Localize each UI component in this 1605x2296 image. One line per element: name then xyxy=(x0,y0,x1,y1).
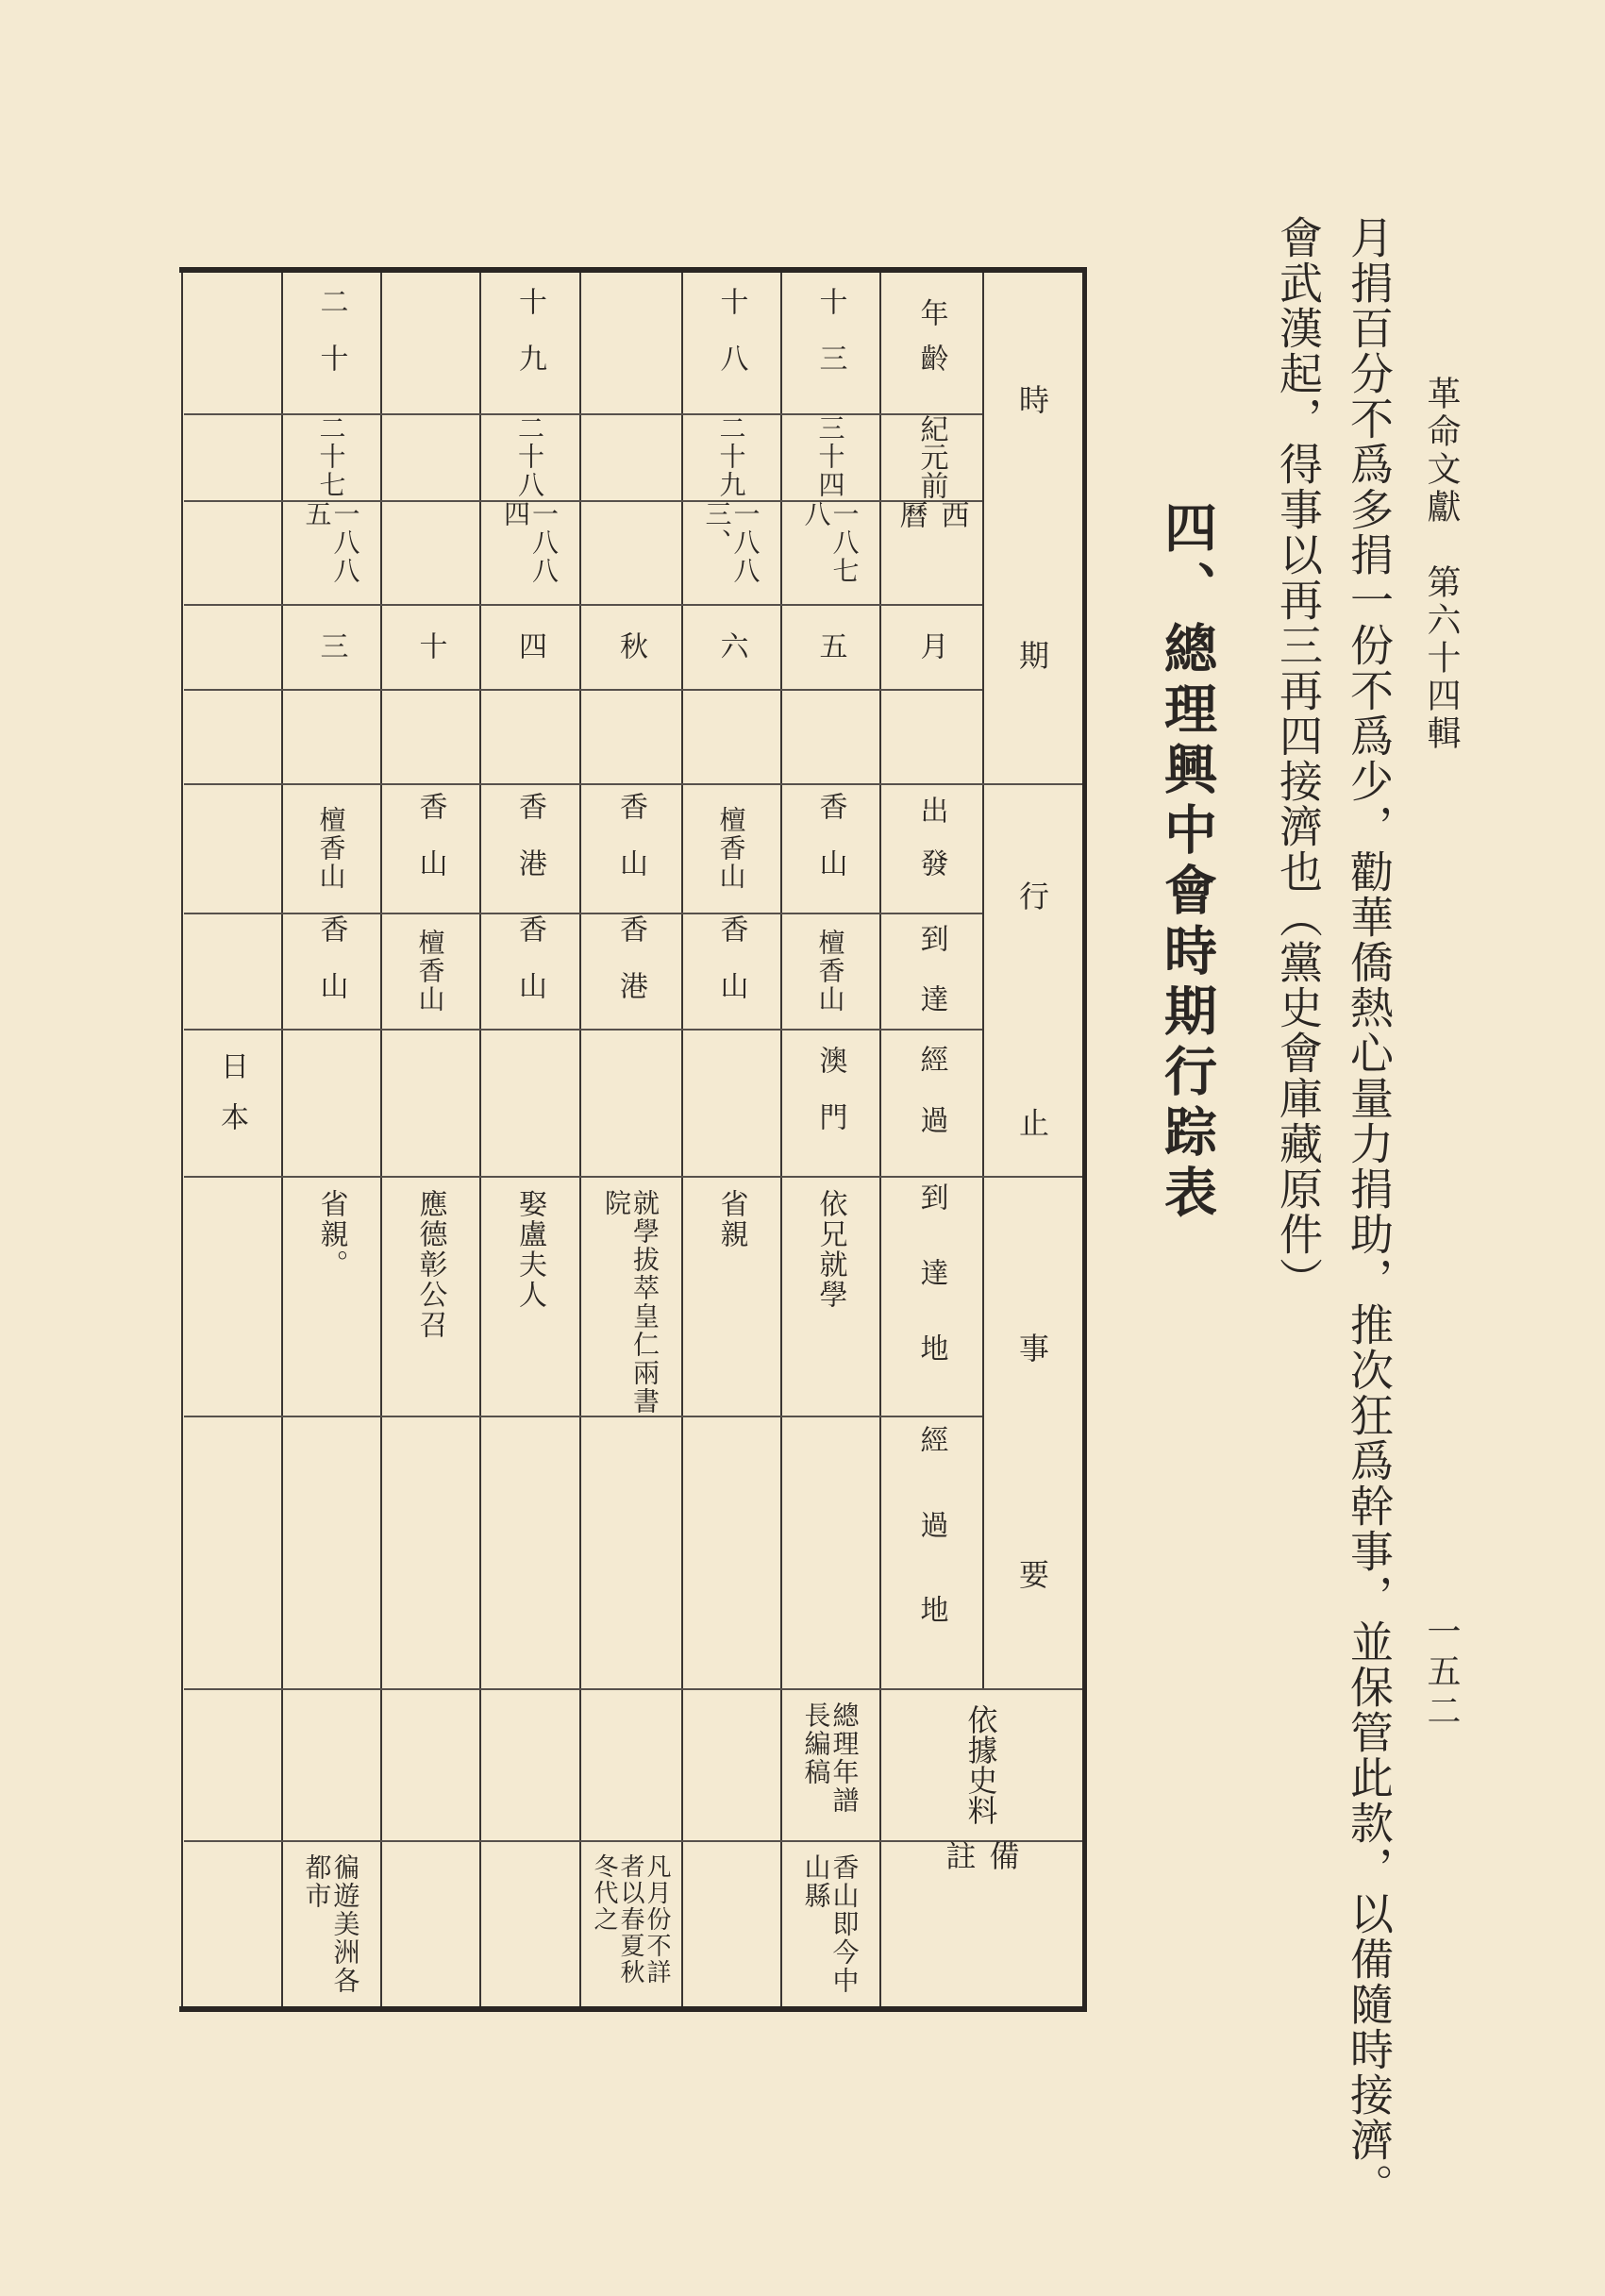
col0-age: 十三 xyxy=(813,286,847,400)
body-text-line-1: 月捐百分不爲多捐一份不爲少，勸華僑熱心量力捐助，推次狂爲幹事，並保管此款，以備隨時接濟。 xyxy=(1344,215,1395,2208)
col3-month: 四 xyxy=(513,631,546,662)
col1-arrival-place xyxy=(681,1029,780,1176)
col4-arrival-transit: 檀香山 xyxy=(414,928,446,1014)
header-period-char-2: 期 xyxy=(1014,639,1050,672)
col2-month: 秋 xyxy=(614,631,647,662)
col5-age: 二十 xyxy=(314,286,348,400)
body-text-line-2: 會武漢起，得事以再三再四接濟也（黨史會庫藏原件） xyxy=(1273,215,1324,1302)
col0-departure: 香山 xyxy=(813,791,847,905)
column-divider xyxy=(380,273,382,2006)
col2-arrival-transit: 香港 xyxy=(614,913,647,1028)
header-itinerary-char-3: 事 xyxy=(1014,1332,1050,1366)
page-number: 一五二 xyxy=(1422,1614,1461,1733)
row-divider xyxy=(184,689,982,691)
col1-western-year: 一八八三、 xyxy=(701,500,761,585)
col0-pre-era: 三十四 xyxy=(814,414,846,499)
col5-departure: 檀香山 xyxy=(315,805,347,891)
field-header-arrival-transit: 到達經過 xyxy=(914,923,948,1165)
col1-month: 六 xyxy=(714,631,748,662)
col5-pre-era: 二十七 xyxy=(315,414,347,499)
section-title: 四、總理興中會時期行踪表 xyxy=(1156,500,1218,1225)
col1-departure: 檀香山 xyxy=(715,805,747,891)
field-header-arrival-place: 到達地 xyxy=(914,1182,948,1409)
col1-age: 十八 xyxy=(714,286,748,400)
header-period-char-1: 時 xyxy=(1014,384,1050,417)
col0-transit-place: 依兄就學 xyxy=(813,1189,847,1310)
header-remarks-text: 備註 xyxy=(941,1840,1021,1927)
header-itinerary-char-4: 要 xyxy=(1014,1559,1050,1592)
col4-departure: 香山 xyxy=(413,791,447,905)
col1-transit-place: 省親 xyxy=(714,1189,748,1249)
col5-month: 三 xyxy=(314,631,348,662)
field-header-transit-place: 經過地 xyxy=(914,1424,948,1680)
col0-arrival-transit: 檀香山 xyxy=(814,928,846,1014)
running-header: 革命文獻 第六十四輯 xyxy=(1422,376,1461,753)
col1-arrival-transit: 香山 xyxy=(714,913,748,1028)
field-header-month: 月 xyxy=(914,631,948,662)
header-source: 依據史料 xyxy=(962,1703,999,1825)
col3-western-year: 一八八四 xyxy=(500,500,560,585)
col1-pre-era: 二十九 xyxy=(715,414,747,499)
col2-departure: 香山 xyxy=(614,791,647,905)
col4-transit-place: 應德彰公召 xyxy=(413,1189,447,1340)
col0-source: 總理年譜長編稿 xyxy=(800,1701,861,1815)
row-divider xyxy=(184,1416,982,1417)
header-itinerary-char-2: 止 xyxy=(1014,1106,1050,1139)
col0-month: 五 xyxy=(813,631,847,662)
col2-transit-place: 就學拔萃皇仁兩書院 xyxy=(601,1189,660,1416)
col0-western-year: 一八七八 xyxy=(800,500,861,585)
field-header-western-year: 西曆 xyxy=(894,500,969,557)
header-itinerary xyxy=(982,783,1082,1688)
field-header-age: 年齡 xyxy=(914,297,948,389)
column-divider xyxy=(579,273,581,2006)
col5-remarks: 徧遊美洲各都市 xyxy=(301,1853,361,1995)
col5-western-year: 一八八五 xyxy=(301,500,361,585)
col0-arrival-place: 澳門 xyxy=(813,1046,847,1159)
header-itinerary-char-1: 行 xyxy=(1014,880,1050,913)
header-remarks xyxy=(879,1840,1082,2006)
col5-arrival-transit: 香山 xyxy=(314,913,348,1028)
col3-pre-era: 二十八 xyxy=(514,414,545,499)
col3-departure: 香港 xyxy=(513,791,546,905)
field-header-departure: 出發 xyxy=(914,795,948,901)
col3-age: 十九 xyxy=(513,286,546,400)
col6-arrival-place: 日本 xyxy=(215,1051,248,1153)
field-header-pre-era: 紀元前 xyxy=(914,414,948,499)
col3-arrival-transit: 香山 xyxy=(513,913,546,1028)
col4-month: 十 xyxy=(413,631,447,662)
col3-transit-place: 娶盧夫人 xyxy=(513,1189,546,1310)
header-period xyxy=(982,273,1082,783)
col2-remarks: 凡月份不詳者以春夏秋冬代之 xyxy=(590,1853,671,1986)
col0-remarks: 香山即今中山縣 xyxy=(800,1853,861,1995)
col5-transit-place: 省親。 xyxy=(314,1189,348,1280)
